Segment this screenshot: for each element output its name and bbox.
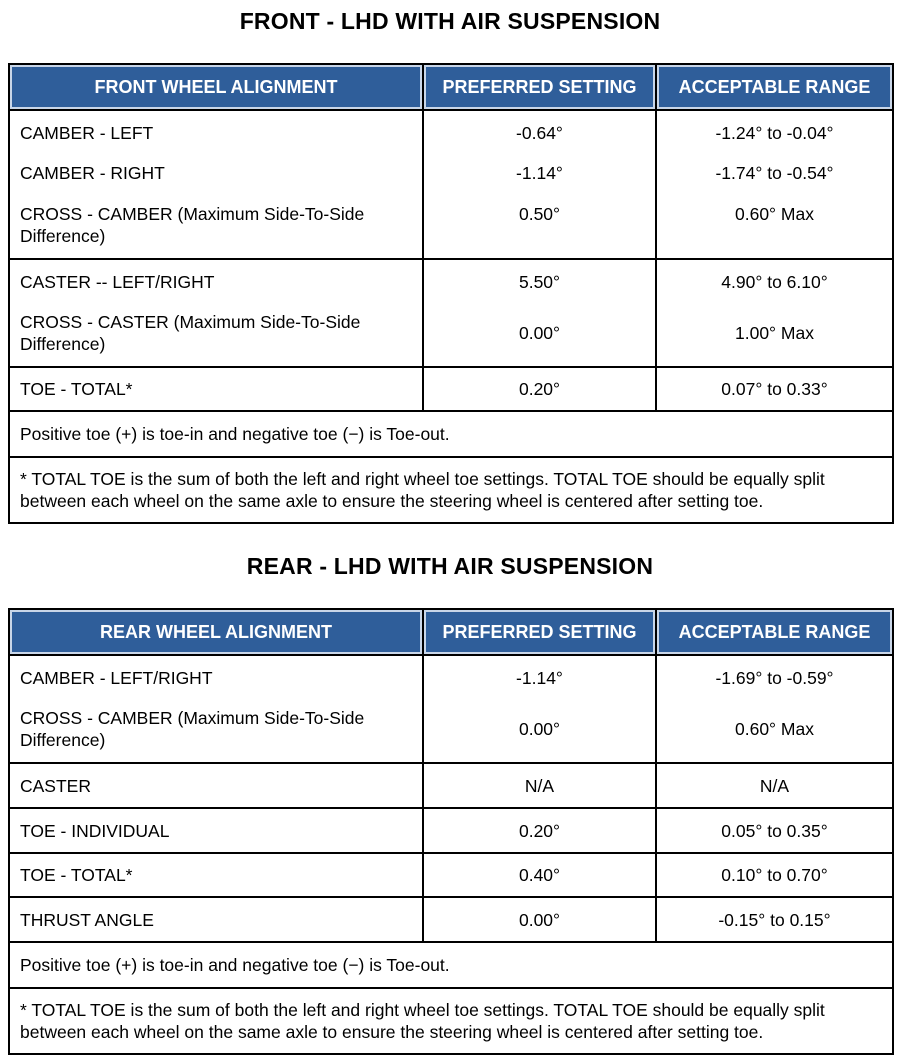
row-label: CAMBER - LEFT <box>9 110 423 151</box>
row-label: CAMBER - LEFT/RIGHT <box>9 655 423 696</box>
column-header-preferred: PREFERRED SETTING <box>423 609 656 655</box>
table-row <box>9 808 893 853</box>
row-label: CASTER <box>9 763 423 808</box>
preferred-value: 0.50° <box>423 192 656 259</box>
row-label: THRUST ANGLE <box>9 897 423 942</box>
range-value: 0.60° Max <box>656 696 893 763</box>
column-header-alignment: REAR WHEEL ALIGNMENT <box>9 609 423 655</box>
preferred-value: 0.00° <box>423 696 656 763</box>
column-header-range: ACCEPTABLE RANGE <box>656 64 893 110</box>
range-value: -0.15° to 0.15° <box>656 897 893 942</box>
toe-sign-note: Positive toe (+) is toe-in and negative toe (−) is Toe-out. <box>9 942 893 988</box>
front-alignment-table <box>8 63 894 524</box>
range-value: -1.24° to -0.04° <box>656 110 893 151</box>
table-row <box>9 457 893 523</box>
range-value: -1.74° to -0.54° <box>656 151 893 192</box>
row-label: TOE - INDIVIDUAL <box>9 808 423 853</box>
preferred-value: 0.40° <box>423 853 656 897</box>
range-value: -1.69° to -0.59° <box>656 655 893 696</box>
column-header-alignment: FRONT WHEEL ALIGNMENT <box>9 64 423 110</box>
preferred-value: 0.20° <box>423 367 656 411</box>
table-header-row <box>9 64 893 110</box>
preferred-value: -1.14° <box>423 655 656 696</box>
preferred-value: 0.20° <box>423 808 656 853</box>
range-value: 4.90° to 6.10° <box>656 259 893 300</box>
range-value: 0.10° to 0.70° <box>656 853 893 897</box>
preferred-value: N/A <box>423 763 656 808</box>
column-header-range: ACCEPTABLE RANGE <box>656 609 893 655</box>
table-row <box>9 300 893 367</box>
table-row <box>9 411 893 457</box>
row-label: CROSS - CASTER (Maximum Side-To-Side Difference) <box>9 300 423 367</box>
toe-sign-note: Positive toe (+) is toe-in and negative toe (−) is Toe-out. <box>9 411 893 457</box>
row-label: CAMBER - RIGHT <box>9 151 423 192</box>
range-value: 0.60° Max <box>656 192 893 259</box>
preferred-value: -0.64° <box>423 110 656 151</box>
table-row <box>9 853 893 897</box>
rear-section-title: REAR - LHD WITH AIR SUSPENSION <box>246 553 654 579</box>
table-row <box>9 988 893 1054</box>
front-section-title: FRONT - LHD WITH AIR SUSPENSION <box>239 8 661 34</box>
column-header-preferred: PREFERRED SETTING <box>423 64 656 110</box>
table-row <box>9 110 893 151</box>
total-toe-note: * TOTAL TOE is the sum of both the left and right wheel toe settings. TOTAL TOE should be equally split between each wheel on the same axle to ensure the steering wheel is centered after setting toe. <box>9 457 893 523</box>
table-row <box>9 942 893 988</box>
range-value: N/A <box>656 763 893 808</box>
row-label: TOE - TOTAL* <box>9 853 423 897</box>
table-header-row <box>9 609 893 655</box>
range-value: 1.00° Max <box>656 300 893 367</box>
row-label: CROSS - CAMBER (Maximum Side-To-Side Difference) <box>9 192 423 259</box>
table-row <box>9 655 893 696</box>
table-row <box>9 192 893 259</box>
row-label: CROSS - CAMBER (Maximum Side-To-Side Difference) <box>9 696 423 763</box>
table-row <box>9 259 893 300</box>
row-label: CASTER -- LEFT/RIGHT <box>9 259 423 300</box>
table-row <box>9 897 893 942</box>
table-row <box>9 151 893 192</box>
preferred-value: -1.14° <box>423 151 656 192</box>
range-value: 0.05° to 0.35° <box>656 808 893 853</box>
rear-alignment-table <box>8 608 894 1055</box>
table-row <box>9 367 893 411</box>
range-value: 0.07° to 0.33° <box>656 367 893 411</box>
table-row <box>9 696 893 763</box>
preferred-value: 0.00° <box>423 300 656 367</box>
total-toe-note: * TOTAL TOE is the sum of both the left and right wheel toe settings. TOTAL TOE should be equally split between each wheel on the same axle to ensure the steering wheel is centered after setting toe. <box>9 988 893 1054</box>
table-row <box>9 763 893 808</box>
preferred-value: 0.00° <box>423 897 656 942</box>
row-label: TOE - TOTAL* <box>9 367 423 411</box>
preferred-value: 5.50° <box>423 259 656 300</box>
